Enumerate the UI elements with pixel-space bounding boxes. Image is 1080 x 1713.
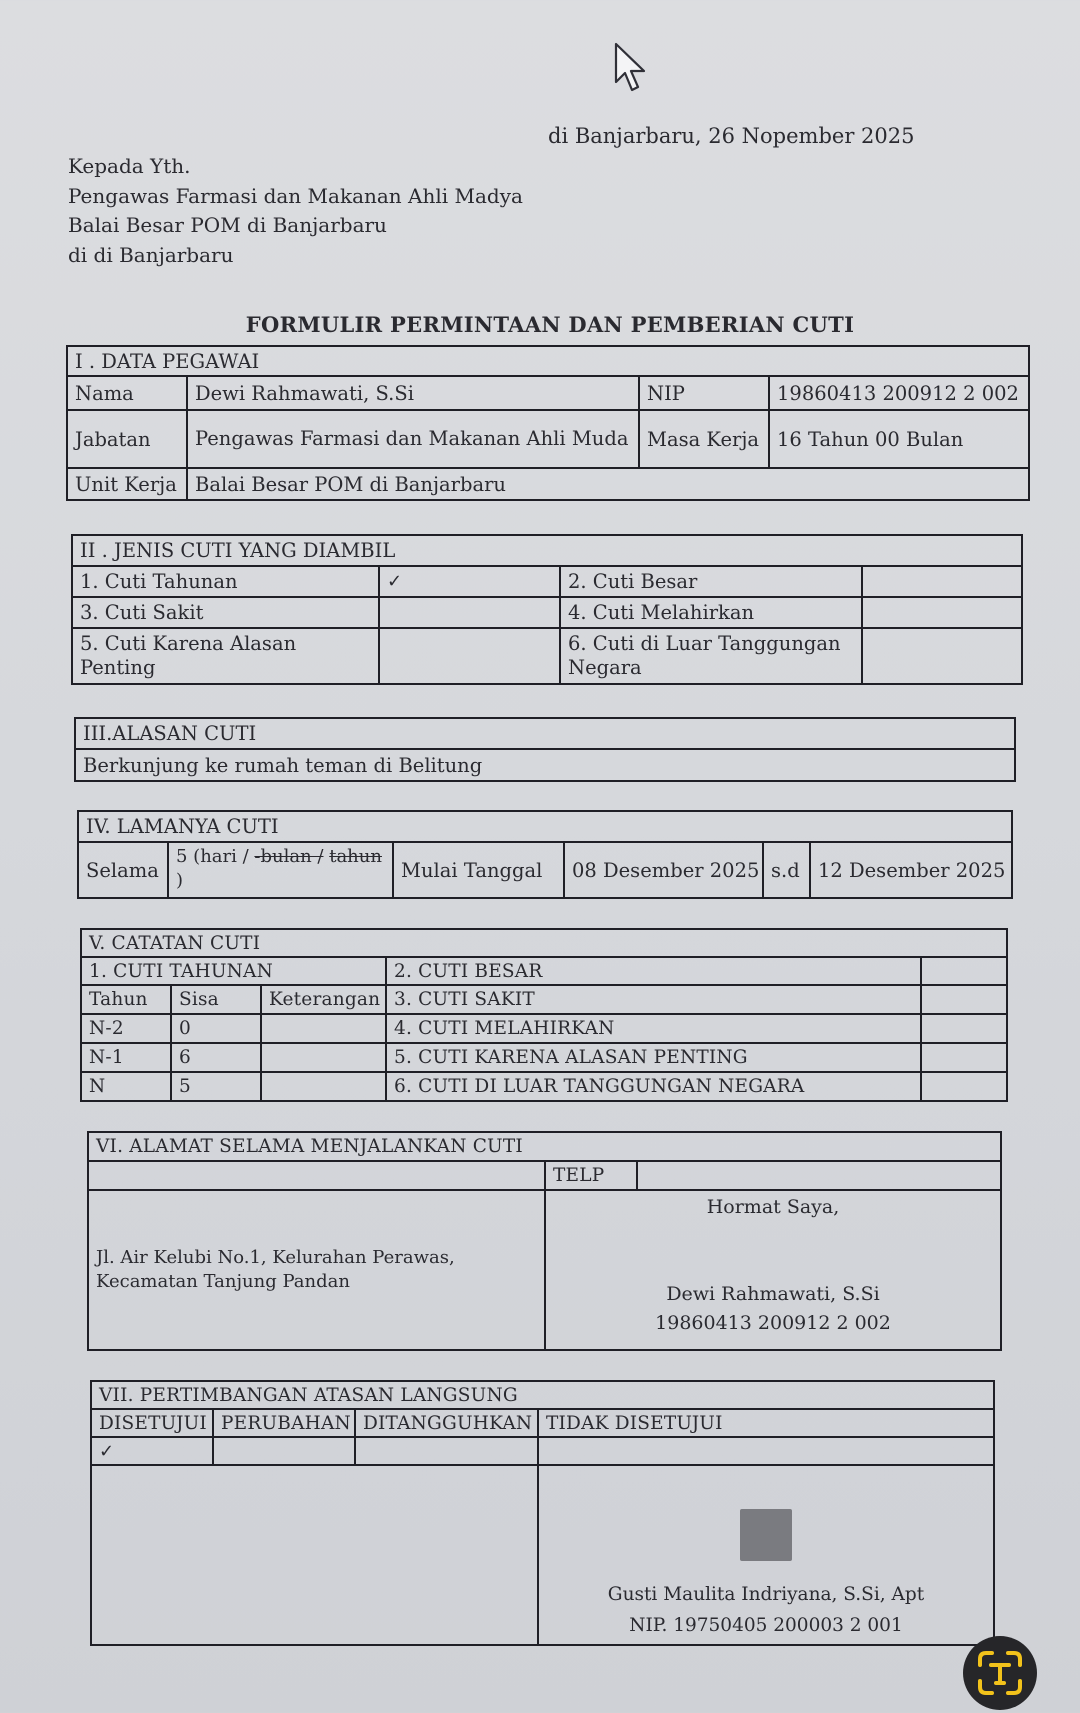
address-blank: [88, 1161, 545, 1190]
recipient-line: Pengawas Farmasi dan Makanan Ahli Madya: [68, 183, 523, 208]
decision-header: DISETUJUI: [91, 1409, 213, 1437]
leave-type-label: 4. Cuti Melahirkan: [560, 597, 862, 628]
decision-checkmark[interactable]: ✓: [91, 1437, 213, 1465]
tahun-cell: N: [81, 1072, 171, 1101]
section-jenis-cuti: [71, 534, 1023, 685]
annual-leave-heading: 1. CUTI TAHUNAN: [81, 957, 386, 985]
duration-value: [168, 842, 393, 898]
selama-label: Selama: [78, 842, 168, 898]
masa-kerja-value: 16 Tahun 00 Bulan: [769, 410, 1029, 468]
notes-blank: [91, 1465, 538, 1645]
leave-note-label: 3. CUTI SAKIT: [386, 985, 921, 1014]
signature-stamp-icon: [740, 1509, 792, 1561]
leave-reason: Berkunjung ke rumah teman di Belitung: [75, 749, 1015, 781]
signer-name: Dewi Rahmawati, S.Si: [666, 1283, 880, 1305]
telp-value: [637, 1161, 1001, 1190]
employee-signature-block: [545, 1190, 1001, 1350]
decision-checkmark[interactable]: [538, 1437, 994, 1465]
keterangan-cell: [261, 1014, 386, 1043]
column-header: Tahun: [81, 985, 171, 1014]
decision-checkmark[interactable]: [213, 1437, 355, 1465]
decision-header: PERUBAHAN: [213, 1409, 355, 1437]
section-heading: III.ALASAN CUTI: [75, 718, 1015, 749]
unit-kerja-label: Unit Kerja: [67, 468, 187, 500]
signer-nip: 19860413 200912 2 002: [655, 1312, 891, 1334]
section-heading: VI. ALAMAT SELAMA MENJALANKAN CUTI: [88, 1132, 1001, 1161]
leave-type-checkmark[interactable]: [379, 597, 560, 628]
closing-text: Hormat Saya,: [706, 1196, 840, 1218]
section-heading: V. CATATAN CUTI: [81, 929, 1007, 957]
sisa-cell: 0: [171, 1014, 261, 1043]
column-header: Sisa: [171, 985, 261, 1014]
recipient-address: [68, 152, 523, 270]
section-heading: I . DATA PEGAWAI: [67, 346, 1029, 376]
leave-note-label: 5. CUTI KARENA ALASAN PENTING: [386, 1043, 921, 1072]
duration-struck-text: tahun: [329, 846, 382, 867]
section-lamanya-cuti: [77, 810, 1013, 899]
nama-value: Dewi Rahmawati, S.Si: [187, 376, 639, 410]
leave-type-checkmark[interactable]: [862, 566, 1022, 597]
approver-name: Gusti Maulita Indriyana, S.Si, Apt: [607, 1584, 925, 1605]
leave-type-checkmark[interactable]: ✓: [379, 566, 560, 597]
sd-label: s.d: [763, 842, 810, 898]
column-header: Keterangan: [261, 985, 386, 1014]
telp-label: TELP: [545, 1161, 637, 1190]
unit-kerja-value: Balai Besar POM di Banjarbaru: [187, 468, 1029, 500]
nip-label: NIP: [639, 376, 769, 410]
start-date: 08 Desember 2025: [564, 842, 763, 898]
mouse-pointer-icon: [614, 42, 648, 96]
leave-address: Jl. Air Kelubi No.1, Kelurahan Perawas, Kecamatan Tanjung Pandan: [88, 1190, 545, 1350]
nip-value: 19860413 200912 2 002: [769, 376, 1029, 410]
leave-type-label: 3. Cuti Sakit: [72, 597, 379, 628]
keterangan-cell: [261, 1072, 386, 1101]
tahun-cell: N-1: [81, 1043, 171, 1072]
section-heading: VII. PERTIMBANGAN ATASAN LANGSUNG: [91, 1381, 994, 1409]
section-pertimbangan-atasan: [90, 1380, 995, 1646]
text-recognition-icon: [976, 1649, 1024, 1697]
recipient-line: Kepada Yth.: [68, 154, 191, 178]
leave-note-label: 2. CUTI BESAR: [386, 957, 921, 985]
section-catatan-cuti: [80, 928, 1008, 1102]
nama-label: Nama: [67, 376, 187, 410]
mulai-tanggal-label: Mulai Tanggal: [393, 842, 564, 898]
section-alamat-cuti: [87, 1131, 1002, 1351]
leave-note-value: [921, 1043, 1007, 1072]
leave-note-value: [921, 1014, 1007, 1043]
leave-note-value: [921, 985, 1007, 1014]
leave-type-label: 2. Cuti Besar: [560, 566, 862, 597]
duration-text: ): [176, 870, 184, 891]
masa-kerja-label: Masa Kerja: [639, 410, 769, 468]
section-heading: II . JENIS CUTI YANG DIAMBIL: [72, 535, 1022, 566]
leave-type-checkmark[interactable]: [862, 597, 1022, 628]
section-alasan-cuti: [74, 717, 1016, 782]
section-data-pegawai: [66, 345, 1030, 501]
leave-note-value: [921, 957, 1007, 985]
decision-checkmark[interactable]: [355, 1437, 538, 1465]
keterangan-cell: [261, 1043, 386, 1072]
leave-note-label: 6. CUTI DI LUAR TANGGUNGAN NEGARA: [386, 1072, 921, 1101]
leave-note-value: [921, 1072, 1007, 1101]
leave-type-label: 6. Cuti di Luar Tanggungan Negara: [560, 628, 862, 684]
recipient-line: Balai Besar POM di Banjarbaru: [68, 213, 387, 237]
decision-header: DITANGGUHKAN: [355, 1409, 538, 1437]
approver-nip: NIP. 19750405 200003 2 001: [629, 1615, 903, 1636]
leave-type-label: 1. Cuti Tahunan: [72, 566, 379, 597]
recipient-line: di di Banjarbaru: [68, 242, 234, 267]
leave-type-checkmark[interactable]: [379, 628, 560, 684]
leave-note-label: 4. CUTI MELAHIRKAN: [386, 1014, 921, 1043]
form-title: FORMULIR PERMINTAAN DAN PEMBERIAN CUTI: [245, 312, 855, 337]
text-recognition-button[interactable]: [963, 1636, 1037, 1710]
duration-text: 5 (hari /: [176, 846, 249, 867]
section-heading: IV. LAMANYA CUTI: [78, 811, 1012, 842]
leave-type-checkmark[interactable]: [862, 628, 1022, 684]
duration-struck-text: -bulan /: [254, 846, 324, 867]
sisa-cell: 6: [171, 1043, 261, 1072]
place-date: di Banjarbaru, 26 Nopember 2025: [548, 124, 915, 148]
sisa-cell: 5: [171, 1072, 261, 1101]
tahun-cell: N-2: [81, 1014, 171, 1043]
approver-signature-block: [538, 1465, 994, 1645]
decision-header: TIDAK DISETUJUI: [538, 1409, 994, 1437]
jabatan-value: Pengawas Farmasi dan Makanan Ahli Muda: [187, 410, 639, 468]
leave-type-label: 5. Cuti Karena Alasan Penting: [72, 628, 379, 684]
jabatan-label: Jabatan: [67, 410, 187, 468]
end-date: 12 Desember 2025: [810, 842, 1012, 898]
